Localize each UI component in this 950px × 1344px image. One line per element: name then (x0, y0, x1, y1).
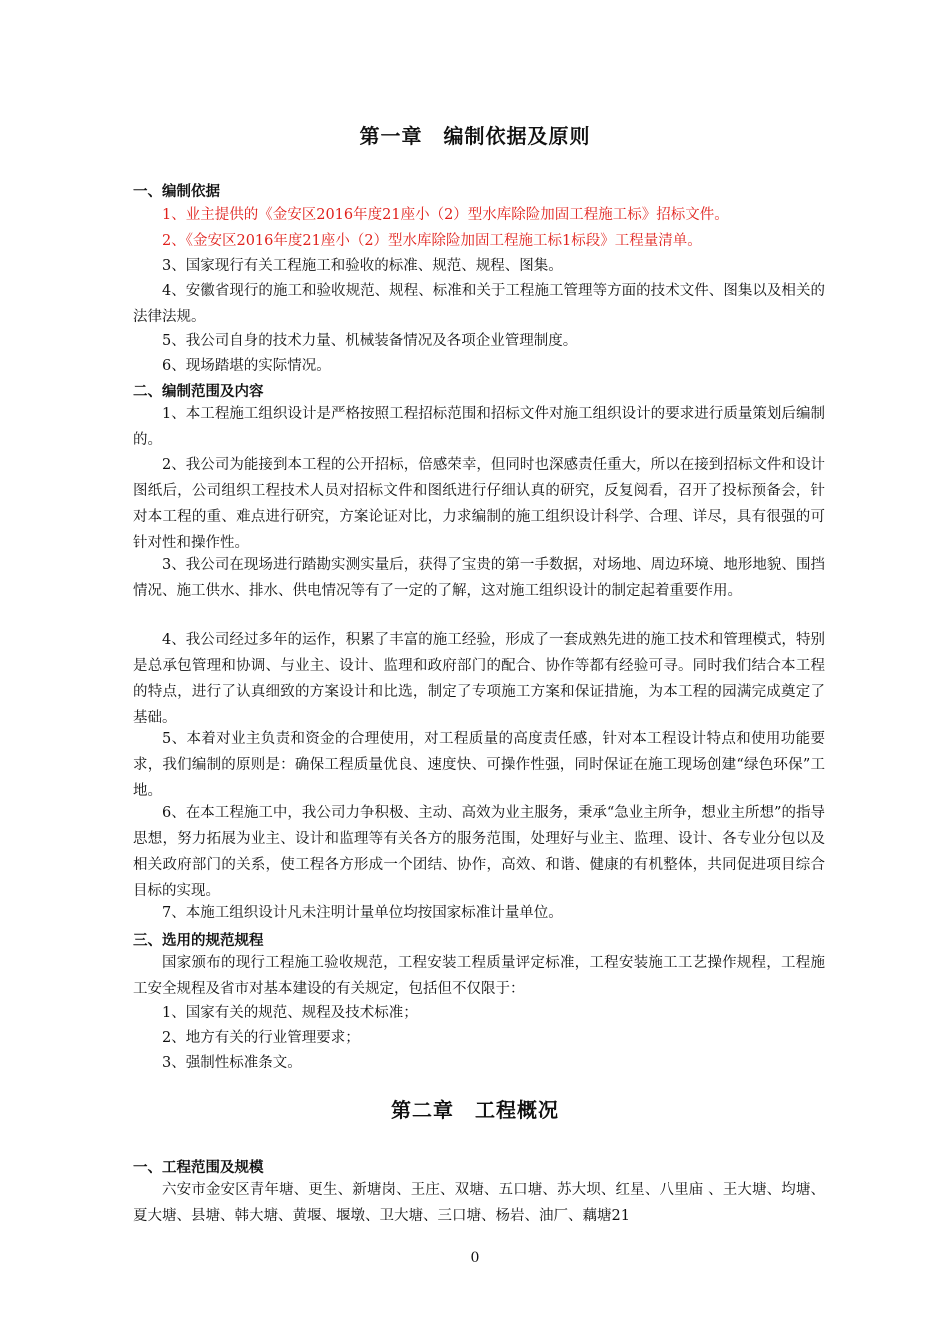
scope-item-7: 7、本施工组织设计凡未注明计量单位均按国家标准计量单位。 (162, 905, 563, 921)
chapter-2-section-1-heading: 一、工程范围及规模 (133, 1160, 264, 1176)
standards-item-3: 3、强制性标准条文。 (162, 1055, 302, 1071)
basis-item-4: 4、安徽省现行的施工和验收规范、规程、标准和关于工程施工管理等方面的技术文件、图集以及相关的法律法规。 (133, 283, 825, 325)
section-1-heading: 一、编制依据 (133, 184, 220, 200)
scope-item-3: 3、我公司在现场进行踏勘实测实量后，获得了宝贵的第一手数据，对场地、周边环境、地形地貌、围挡情况、施工供水、排水、供电情况等有了一定的了解，这对施工组织设计的制定起着重要作用。 (133, 557, 825, 599)
chapter-2-title: 第二章 工程概况 (391, 1098, 559, 1122)
scope-item-2: 2、我公司为能接到本工程的公开招标，倍感荣幸，但同时也深感责任重大，所以在接到招标文件和设计图纸后，公司组织工程技术人员对招标文件和图纸进行仔细认真的研究，反复阅看，召开了投标预备会，针对本工程的重、难点进行研究，方案论证对比，力求编制的施工组织设计科学、合理、详尽，具有很强的可针对性和操作性。 (133, 457, 825, 551)
standards-intro: 国家颁布的现行工程施工验收规范，工程安装工程质量评定标准，工程安装施工工艺操作规程，工程施工安全规程及省市对基本建设的有关规定，包括但不仅限于： (133, 955, 825, 997)
scope-scale-text: 六安市金安区青年塘、更生、新塘岗、王庄、双塘、五口塘、苏大坝、红星、八里庙 、王大塘、均塘、夏大塘、县塘、韩大塘、黄堰、堰墩、卫大塘、三口塘、杨岩、油厂、藕塘21 (133, 1182, 825, 1224)
chapter-1-title: 第一章 编制依据及原则 (359, 124, 591, 148)
standards-item-2: 2、地方有关的行业管理要求； (162, 1030, 360, 1046)
scope-item-6: 6、在本工程施工中，我公司力争积极、主动、高效为业主服务，秉承“急业主所争，想业主所想”的指导思想，努力拓展为业主、设计和监理等有关各方的服务范围，处理好与业主、监理、设计、各专业分包以及相关政府部门的关系，使工程各方形成一个团结、协作，高效、和谐、健康的有机整体，共同促进项目综合目标的实现。 (133, 805, 825, 899)
basis-item-1: 1、业主提供的《金安区2016年度21座小（2）型水库除险加固工程施工标》招标文件。 (162, 207, 729, 223)
scope-item-5: 5、本着对业主负责和资金的合理使用，对工程质量的高度责任感，针对本工程设计特点和使用功能要求，我们编制的原则是：确保工程质量优良、速度快、可操作性强，同时保证在施工现场创建“绿色环保”工地。 (133, 731, 825, 799)
basis-item-2: 2、《金安区2016年度21座小（2）型水库除险加固工程施工标1标段》工程量清单。 (162, 233, 702, 249)
standards-item-1: 1、国家有关的规范、规程及技术标准； (162, 1005, 418, 1021)
basis-item-5: 5、我公司自身的技术力量、机械装备情况及各项企业管理制度。 (162, 333, 578, 349)
page-number: 0 (470, 1250, 480, 1266)
scope-item-1: 1、本工程施工组织设计是严格按照工程招标范围和招标文件对施工组织设计的要求进行质量策划后编制的。 (133, 406, 825, 448)
scope-item-4: 4、我公司经过多年的运作，积累了丰富的施工经验，形成了一套成熟先进的施工技术和管理模式，特别是总承包管理和协调、与业主、设计、监理和政府部门的配合、协作等都有经验可寻。同时我们结合本工程的特点，进行了认真细致的方案设计和比选，制定了专项施工方案和保证措施，为本工程的园满完成奠定了基础。 (133, 632, 825, 726)
basis-item-3: 3、国家现行有关工程施工和验收的标准、规范、规程、图集。 (162, 258, 563, 274)
basis-item-6: 6、现场踏堪的实际情况。 (162, 358, 331, 374)
section-2-heading: 二、编制范围及内容 (133, 384, 264, 400)
section-3-heading: 三、选用的规范规程 (133, 933, 264, 949)
